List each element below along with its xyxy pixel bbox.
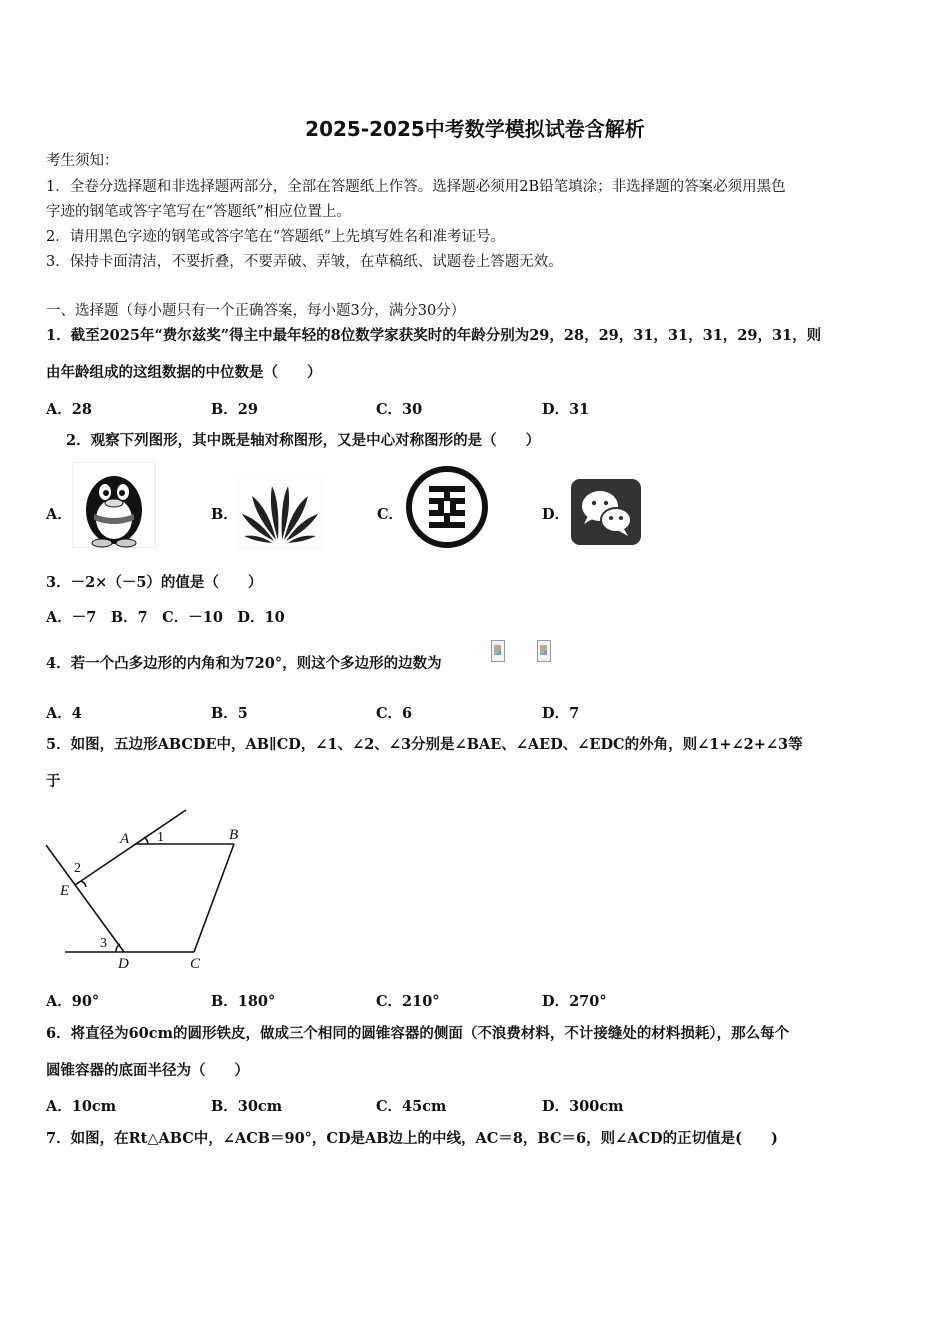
question-4-text: 4．若一个凸多边形的内角和为720°，则这个多边形的边数为	[46, 655, 442, 672]
question-3-options: A．－7 B．7 C．－10 D．10	[46, 609, 285, 626]
option-b: B．30cm	[211, 1098, 283, 1115]
notice-item: 3．保持卡面清洁，不要折叠，不要弄破、弄皱，在草稿纸、试题卷上答题无效。	[46, 254, 563, 270]
question-5-text: 5．如图，五边形ABCDE中，AB∥CD，∠1、∠2、∠3分别是∠BAE、∠AED、∠EDC的外角，则∠1+∠2+∠3等	[46, 736, 803, 753]
angle-3-label: 3	[100, 936, 107, 951]
question-1-text-cont: 由年龄组成的这组数据的中位数是（ ）	[46, 364, 322, 381]
icbc-logo-icon	[405, 465, 489, 549]
notice-item: 字迹的钢笔或答字笔写在“答题纸”相应位置上。	[46, 204, 351, 220]
option-a: A．	[46, 506, 72, 523]
broken-image-icon	[491, 640, 505, 662]
label-a: A	[120, 831, 130, 847]
angle-2-label: 2	[74, 861, 81, 876]
broken-image-icon	[537, 640, 551, 662]
page-title: 2025-2025中考数学模拟试卷含解析	[305, 117, 645, 141]
option-b: B．	[211, 506, 238, 523]
pentagon-figure	[40, 805, 260, 975]
label-b: B	[229, 827, 239, 843]
option-c: C．	[377, 506, 404, 523]
option-a: A．10cm	[46, 1098, 117, 1115]
question-1-text: 1．截至2025年“费尔兹奖”得主中最年轻的8位数学家获奖时的年龄分别为29，28，29，31，31，31，29，31，则	[46, 327, 822, 344]
option-b: B．180°	[211, 993, 276, 1010]
question-7-text: 7．如图，在Rt△ABC中，∠ACB＝90°，CD是AB边上的中线，AC＝8，BC＝6，则∠ACD的正切值是( )	[46, 1130, 778, 1147]
option-c: C．210°	[376, 993, 440, 1010]
question-6-text-cont: 圆锥容器的底面半径为（ ）	[46, 1062, 249, 1079]
option-d: D．270°	[542, 993, 607, 1010]
label-d: D	[118, 956, 129, 972]
question-3-text: 3．－2×（－5）的值是（ ）	[46, 574, 263, 591]
huawei-petals-icon	[238, 478, 322, 548]
question-6-text: 6．将直径为60cm的圆形铁皮，做成三个相同的圆锥容器的侧面（不浪费材料，不计接缝处的材料损耗），那么每个	[46, 1025, 790, 1042]
section-heading: 一、选择题（每小题只有一个正确答案，每小题3分，满分30分）	[46, 303, 466, 319]
option-b: B．5	[211, 705, 248, 722]
question-5-text-cont: 于	[46, 773, 61, 790]
label-c: C	[190, 956, 201, 972]
option-d: D．300cm	[542, 1098, 624, 1115]
option-c: C．30	[376, 401, 423, 418]
label-e: E	[60, 883, 70, 899]
option-c: C．45cm	[376, 1098, 447, 1115]
qq-penguin-icon	[72, 462, 156, 548]
option-a: A．28	[46, 401, 92, 418]
notice-item: 1．全卷分选择题和非选择题两部分，全部在答题纸上作答。选择题必须用2B铅笔填涂；非选择题的答案必须用黑色	[46, 179, 786, 195]
option-c: C．6	[376, 705, 413, 722]
option-d: D．31	[542, 401, 590, 418]
question-2-text: 2．观察下列图形，其中既是轴对称图形，又是中心对称图形的是（ ）	[66, 432, 541, 449]
angle-1-label: 1	[157, 830, 164, 845]
option-d: D．7	[542, 705, 580, 722]
notice-item: 2．请用黑色字迹的钢笔或答字笔在“答题纸”上先填写姓名和准考证号。	[46, 229, 506, 245]
option-b: B．29	[211, 401, 258, 418]
notice-heading: 考生须知：	[46, 153, 119, 169]
option-a: A．4	[46, 705, 82, 722]
option-a: A．90°	[46, 993, 100, 1010]
option-d: D．	[542, 506, 570, 523]
wechat-icon	[570, 478, 642, 546]
